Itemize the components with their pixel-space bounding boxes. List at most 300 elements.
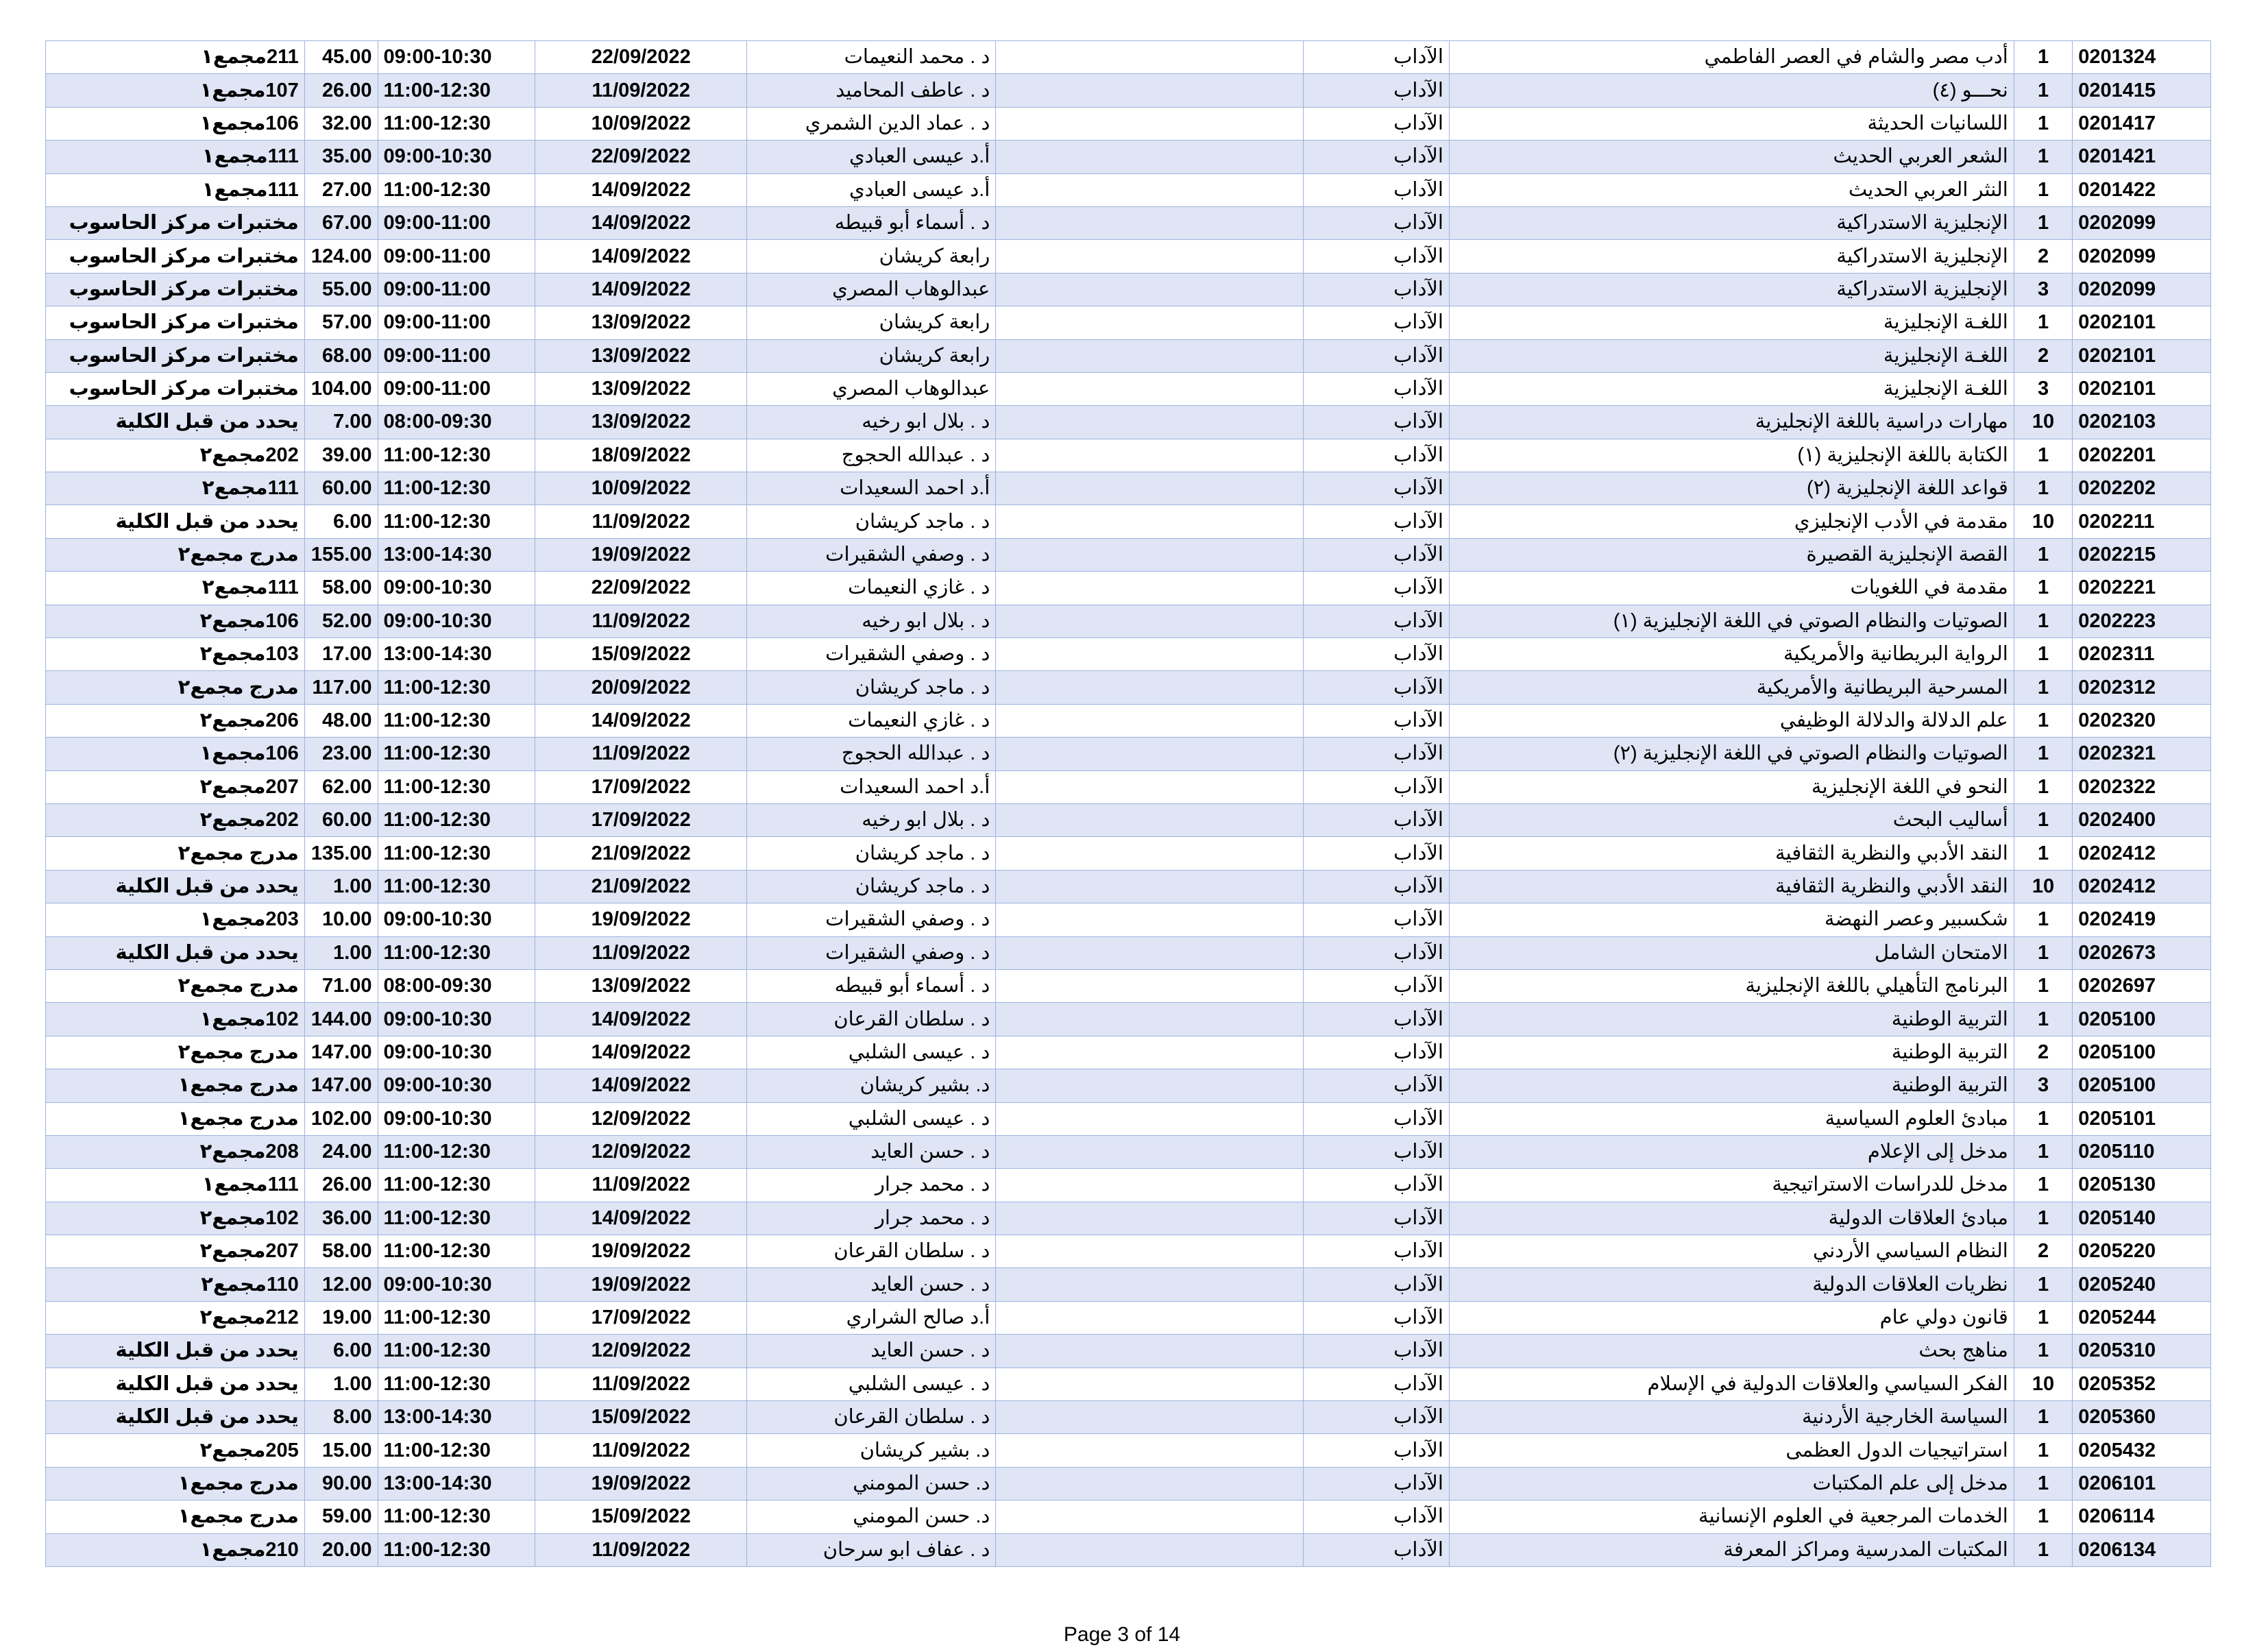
student-count-cell: 24.00	[304, 1135, 378, 1168]
course-name-cell: علم الدلالة والدلالة الوظيفي	[1449, 704, 2014, 737]
section-cell: 3	[2014, 1069, 2072, 1102]
empty-cell	[996, 240, 1303, 273]
student-count-cell: 59.00	[304, 1501, 378, 1533]
faculty-cell: الآداب	[1303, 472, 1449, 505]
course-code-cell: 0201415	[2073, 74, 2211, 107]
exam-date-cell: 17/09/2022	[535, 1301, 746, 1334]
faculty-cell: الآداب	[1303, 406, 1449, 439]
course-name-cell: مبادئ العلاقات الدولية	[1449, 1202, 2014, 1235]
room-cell: 202مجمع٢	[46, 803, 305, 836]
exam-date-cell: 13/09/2022	[535, 406, 746, 439]
empty-cell	[996, 671, 1303, 704]
exam-date-cell: 11/09/2022	[535, 605, 746, 637]
course-code-cell: 0202673	[2073, 936, 2211, 969]
table-row	[46, 74, 2211, 107]
room-cell: 207مجمع٢	[46, 770, 305, 803]
exam-time-cell: 09:00-10:30	[378, 41, 535, 74]
student-count-cell: 102.00	[304, 1102, 378, 1135]
table-row	[46, 969, 2211, 1002]
empty-cell	[996, 1202, 1303, 1235]
empty-cell	[996, 1533, 1303, 1566]
faculty-cell: الآداب	[1303, 969, 1449, 1002]
instructor-cell: د . عاطف المحاميد	[747, 74, 996, 107]
faculty-cell: الآداب	[1303, 1434, 1449, 1467]
course-code-cell: 0202103	[2073, 406, 2211, 439]
course-name-cell: الإنجليزية الاستدراكية	[1449, 273, 2014, 306]
faculty-cell: الآداب	[1303, 1533, 1449, 1566]
table-row	[46, 1169, 2211, 1202]
room-cell: يحدد من قبل الكلية	[46, 1401, 305, 1434]
room-cell: مدرج مجمع١	[46, 1467, 305, 1500]
room-cell: يحدد من قبل الكلية	[46, 1368, 305, 1400]
section-cell: 1	[2014, 1401, 2072, 1434]
exam-time-cell: 11:00-12:30	[378, 837, 535, 870]
room-cell: مدرج مجمع١	[46, 1102, 305, 1135]
room-cell: 212مجمع٢	[46, 1301, 305, 1334]
section-cell: 1	[2014, 638, 2072, 671]
course-code-cell: 0202311	[2073, 638, 2211, 671]
room-cell: 210مجمع١	[46, 1533, 305, 1566]
student-count-cell: 147.00	[304, 1069, 378, 1102]
exam-time-cell: 11:00-12:30	[378, 803, 535, 836]
course-code-cell: 0201421	[2073, 141, 2211, 173]
student-count-cell: 36.00	[304, 1202, 378, 1235]
instructor-cell: د . حسن العايد	[747, 1135, 996, 1168]
exam-time-cell: 09:00-10:30	[378, 141, 535, 173]
faculty-cell: الآداب	[1303, 74, 1449, 107]
table-row	[46, 1036, 2211, 1069]
room-cell: 208مجمع٢	[46, 1135, 305, 1168]
student-count-cell: 12.00	[304, 1268, 378, 1301]
course-code-cell: 0205220	[2073, 1235, 2211, 1268]
exam-time-cell: 09:00-10:30	[378, 1003, 535, 1036]
course-code-cell: 0205100	[2073, 1003, 2211, 1036]
table-row	[46, 572, 2211, 605]
room-cell: مدرج مجمع٢	[46, 538, 305, 571]
student-count-cell: 26.00	[304, 74, 378, 107]
student-count-cell: 60.00	[304, 472, 378, 505]
empty-cell	[996, 1301, 1303, 1334]
table-row	[46, 1102, 2211, 1135]
empty-cell	[996, 1102, 1303, 1135]
course-code-cell: 0201324	[2073, 41, 2211, 74]
faculty-cell: الآداب	[1303, 837, 1449, 870]
instructor-cell: د . سلطان القرعان	[747, 1401, 996, 1434]
table-row	[46, 505, 2211, 538]
faculty-cell: الآداب	[1303, 1467, 1449, 1500]
student-count-cell: 19.00	[304, 1301, 378, 1334]
course-name-cell: قواعد اللغة الإنجليزية (٢)	[1449, 472, 2014, 505]
instructor-cell: د . أسماء أبو قبيطه	[747, 206, 996, 239]
exam-time-cell: 11:00-12:30	[378, 439, 535, 472]
empty-cell	[996, 173, 1303, 206]
empty-cell	[996, 738, 1303, 770]
section-cell: 3	[2014, 372, 2072, 405]
course-code-cell: 0202202	[2073, 472, 2211, 505]
instructor-cell: عبدالوهاب المصري	[747, 372, 996, 405]
exam-time-cell: 11:00-12:30	[378, 1202, 535, 1235]
course-name-cell: اللغـة الإنجليزية	[1449, 372, 2014, 405]
student-count-cell: 35.00	[304, 141, 378, 173]
section-cell: 1	[2014, 1434, 2072, 1467]
empty-cell	[996, 837, 1303, 870]
course-name-cell: الخدمات المرجعية في العلوم الإنسانية	[1449, 1501, 2014, 1533]
student-count-cell: 52.00	[304, 605, 378, 637]
section-cell: 1	[2014, 1135, 2072, 1168]
course-name-cell: الإنجليزية الاستدراكية	[1449, 206, 2014, 239]
course-code-cell: 0202101	[2073, 372, 2211, 405]
empty-cell	[996, 1169, 1303, 1202]
table-row	[46, 372, 2211, 405]
section-cell: 1	[2014, 306, 2072, 339]
exam-date-cell: 14/09/2022	[535, 1003, 746, 1036]
exam-time-cell: 09:00-10:30	[378, 605, 535, 637]
course-name-cell: مقدمة في الأدب الإنجليزي	[1449, 505, 2014, 538]
section-cell: 2	[2014, 1235, 2072, 1268]
exam-time-cell: 11:00-12:30	[378, 173, 535, 206]
empty-cell	[996, 803, 1303, 836]
course-name-cell: البرنامج التأهيلي باللغة الإنجليزية	[1449, 969, 2014, 1002]
student-count-cell: 6.00	[304, 1335, 378, 1368]
instructor-cell: د . وصفي الشقيرات	[747, 903, 996, 936]
instructor-cell: د. بشير كريشان	[747, 1434, 996, 1467]
course-name-cell: المسرحية البريطانية والأمريكية	[1449, 671, 2014, 704]
table-row	[46, 1202, 2211, 1235]
exam-date-cell: 10/09/2022	[535, 472, 746, 505]
exam-date-cell: 12/09/2022	[535, 1135, 746, 1168]
table-row	[46, 704, 2211, 737]
faculty-cell: الآداب	[1303, 1235, 1449, 1268]
table-row	[46, 1368, 2211, 1400]
student-count-cell: 62.00	[304, 770, 378, 803]
empty-cell	[996, 1401, 1303, 1434]
exam-date-cell: 18/09/2022	[535, 439, 746, 472]
faculty-cell: الآداب	[1303, 1003, 1449, 1036]
exam-date-cell: 22/09/2022	[535, 572, 746, 605]
empty-cell	[996, 870, 1303, 903]
exam-date-cell: 14/09/2022	[535, 704, 746, 737]
faculty-cell: الآداب	[1303, 1102, 1449, 1135]
room-cell: 202مجمع٢	[46, 439, 305, 472]
instructor-cell: د . بلال ابو رخيه	[747, 605, 996, 637]
course-name-cell: اللغـة الإنجليزية	[1449, 339, 2014, 372]
instructor-cell: د . عماد الدين الشمري	[747, 107, 996, 140]
instructor-cell: د . سلطان القرعان	[747, 1235, 996, 1268]
exam-date-cell: 14/09/2022	[535, 173, 746, 206]
faculty-cell: الآداب	[1303, 1069, 1449, 1102]
section-cell: 1	[2014, 1169, 2072, 1202]
course-code-cell: 0202211	[2073, 505, 2211, 538]
course-code-cell: 0205110	[2073, 1135, 2211, 1168]
student-count-cell: 135.00	[304, 837, 378, 870]
student-count-cell: 39.00	[304, 439, 378, 472]
instructor-cell: د . وصفي الشقيرات	[747, 538, 996, 571]
room-cell: يحدد من قبل الكلية	[46, 870, 305, 903]
course-code-cell: 0202320	[2073, 704, 2211, 737]
course-code-cell: 0205101	[2073, 1102, 2211, 1135]
table-row	[46, 903, 2211, 936]
instructor-cell: د . عيسى الشلبي	[747, 1368, 996, 1400]
faculty-cell: الآداب	[1303, 936, 1449, 969]
course-name-cell: مدخل إلى علم المكتبات	[1449, 1467, 2014, 1500]
exam-time-cell: 09:00-10:30	[378, 1069, 535, 1102]
instructor-cell: د . عفاف ابو سرحان	[747, 1533, 996, 1566]
empty-cell	[996, 572, 1303, 605]
table-row	[46, 1501, 2211, 1533]
instructor-cell: د . ماجد كريشان	[747, 870, 996, 903]
exam-date-cell: 15/09/2022	[535, 638, 746, 671]
section-cell: 1	[2014, 1335, 2072, 1368]
instructor-cell: د . ماجد كريشان	[747, 505, 996, 538]
instructor-cell: أ.د احمد السعيدات	[747, 770, 996, 803]
student-count-cell: 7.00	[304, 406, 378, 439]
room-cell: 111مجمع١	[46, 141, 305, 173]
empty-cell	[996, 903, 1303, 936]
exam-date-cell: 14/09/2022	[535, 273, 746, 306]
table-row	[46, 1268, 2211, 1301]
empty-cell	[996, 1368, 1303, 1400]
student-count-cell: 20.00	[304, 1533, 378, 1566]
empty-cell	[996, 770, 1303, 803]
instructor-cell: د . وصفي الشقيرات	[747, 936, 996, 969]
empty-cell	[996, 141, 1303, 173]
instructor-cell: د . محمد جرار	[747, 1202, 996, 1235]
room-cell: يحدد من قبل الكلية	[46, 406, 305, 439]
section-cell: 1	[2014, 107, 2072, 140]
instructor-cell: رابعة كريشان	[747, 339, 996, 372]
room-cell: 203مجمع١	[46, 903, 305, 936]
course-code-cell: 0206114	[2073, 1501, 2211, 1533]
exam-date-cell: 22/09/2022	[535, 41, 746, 74]
instructor-cell: د . محمد جرار	[747, 1169, 996, 1202]
exam-time-cell: 11:00-12:30	[378, 738, 535, 770]
exam-time-cell: 09:00-10:30	[378, 903, 535, 936]
faculty-cell: الآداب	[1303, 306, 1449, 339]
table-row	[46, 1135, 2211, 1168]
exam-date-cell: 11/09/2022	[535, 1434, 746, 1467]
exam-time-cell: 13:00-14:30	[378, 638, 535, 671]
course-name-cell: مقدمة في اللغويات	[1449, 572, 2014, 605]
empty-cell	[996, 439, 1303, 472]
course-name-cell: مدخل إلى الإعلام	[1449, 1135, 2014, 1168]
room-cell: مختبرات مركز الحاسوب	[46, 240, 305, 273]
table-row	[46, 538, 2211, 571]
table-row	[46, 671, 2211, 704]
student-count-cell: 58.00	[304, 572, 378, 605]
section-cell: 1	[2014, 671, 2072, 704]
exam-date-cell: 14/09/2022	[535, 240, 746, 273]
course-code-cell: 0205240	[2073, 1268, 2211, 1301]
empty-cell	[996, 406, 1303, 439]
exam-date-cell: 12/09/2022	[535, 1102, 746, 1135]
exam-date-cell: 13/09/2022	[535, 372, 746, 405]
instructor-cell: د . عبدالله الحجوج	[747, 439, 996, 472]
exam-date-cell: 10/09/2022	[535, 107, 746, 140]
course-code-cell: 0202099	[2073, 240, 2211, 273]
course-code-cell: 0201417	[2073, 107, 2211, 140]
instructor-cell: د . غازي النعيمات	[747, 572, 996, 605]
faculty-cell: الآداب	[1303, 1368, 1449, 1400]
exam-date-cell: 19/09/2022	[535, 1268, 746, 1301]
section-cell: 1	[2014, 141, 2072, 173]
table-row	[46, 1401, 2211, 1434]
room-cell: 211مجمع١	[46, 41, 305, 74]
student-count-cell: 6.00	[304, 505, 378, 538]
course-code-cell: 0205100	[2073, 1069, 2211, 1102]
room-cell: 206مجمع٢	[46, 704, 305, 737]
exam-date-cell: 19/09/2022	[535, 903, 746, 936]
empty-cell	[996, 306, 1303, 339]
exam-date-cell: 14/09/2022	[535, 1036, 746, 1069]
table-row	[46, 638, 2211, 671]
table-row	[46, 107, 2211, 140]
course-name-cell: التربية الوطنية	[1449, 1036, 2014, 1069]
empty-cell	[996, 1135, 1303, 1168]
section-cell: 1	[2014, 903, 2072, 936]
course-name-cell: التربية الوطنية	[1449, 1069, 2014, 1102]
course-name-cell: الصوتيات والنظام الصوتي في اللغة الإنجليزية (٢)	[1449, 738, 2014, 770]
table-row	[46, 206, 2211, 239]
instructor-cell: د . ماجد كريشان	[747, 837, 996, 870]
student-count-cell: 17.00	[304, 638, 378, 671]
room-cell: 103مجمع٢	[46, 638, 305, 671]
student-count-cell: 45.00	[304, 41, 378, 74]
instructor-cell: عبدالوهاب المصري	[747, 273, 996, 306]
instructor-cell: د . حسن العايد	[747, 1335, 996, 1368]
exam-time-cell: 11:00-12:30	[378, 1335, 535, 1368]
section-cell: 1	[2014, 206, 2072, 239]
faculty-cell: الآداب	[1303, 1135, 1449, 1168]
exam-time-cell: 11:00-12:30	[378, 472, 535, 505]
student-count-cell: 124.00	[304, 240, 378, 273]
course-name-cell: الفكر السياسي والعلاقات الدولية في الإسلام	[1449, 1368, 2014, 1400]
student-count-cell: 32.00	[304, 107, 378, 140]
instructor-cell: د . بلال ابو رخيه	[747, 803, 996, 836]
course-code-cell: 0201422	[2073, 173, 2211, 206]
instructor-cell: د . عيسى الشلبي	[747, 1036, 996, 1069]
faculty-cell: الآداب	[1303, 173, 1449, 206]
faculty-cell: الآداب	[1303, 903, 1449, 936]
table-row	[46, 803, 2211, 836]
instructor-cell: د. حسن المومني	[747, 1501, 996, 1533]
empty-cell	[996, 538, 1303, 571]
faculty-cell: الآداب	[1303, 505, 1449, 538]
exam-date-cell: 13/09/2022	[535, 306, 746, 339]
exam-date-cell: 11/09/2022	[535, 1533, 746, 1566]
table-row	[46, 141, 2211, 173]
exam-date-cell: 19/09/2022	[535, 1467, 746, 1500]
room-cell: 111مجمع٢	[46, 572, 305, 605]
section-cell: 1	[2014, 605, 2072, 637]
course-code-cell: 0202215	[2073, 538, 2211, 571]
course-name-cell: الشعر العربي الحديث	[1449, 141, 2014, 173]
empty-cell	[996, 1335, 1303, 1368]
course-name-cell: قانون دولي عام	[1449, 1301, 2014, 1334]
section-cell: 1	[2014, 439, 2072, 472]
exam-date-cell: 11/09/2022	[535, 74, 746, 107]
exam-date-cell: 12/09/2022	[535, 1335, 746, 1368]
student-count-cell: 68.00	[304, 339, 378, 372]
table-row	[46, 273, 2211, 306]
room-cell: مدرج مجمع٢	[46, 837, 305, 870]
exam-date-cell: 21/09/2022	[535, 837, 746, 870]
empty-cell	[996, 273, 1303, 306]
exam-time-cell: 11:00-12:30	[378, 1169, 535, 1202]
exam-time-cell: 08:00-09:30	[378, 969, 535, 1002]
empty-cell	[996, 969, 1303, 1002]
faculty-cell: الآداب	[1303, 141, 1449, 173]
course-name-cell: مهارات دراسية باللغة الإنجليزية	[1449, 406, 2014, 439]
exam-time-cell: 09:00-10:30	[378, 1036, 535, 1069]
exam-time-cell: 08:00-09:30	[378, 406, 535, 439]
empty-cell	[996, 107, 1303, 140]
instructor-cell: د . أسماء أبو قبيطه	[747, 969, 996, 1002]
course-code-cell: 0205432	[2073, 1434, 2211, 1467]
table-row	[46, 439, 2211, 472]
empty-cell	[996, 1501, 1303, 1533]
course-name-cell: أساليب البحث	[1449, 803, 2014, 836]
empty-cell	[996, 505, 1303, 538]
student-count-cell: 23.00	[304, 738, 378, 770]
instructor-cell: د . عيسى الشلبي	[747, 1102, 996, 1135]
room-cell: مختبرات مركز الحاسوب	[46, 372, 305, 405]
room-cell: مختبرات مركز الحاسوب	[46, 273, 305, 306]
section-cell: 1	[2014, 1467, 2072, 1500]
table-row	[46, 41, 2211, 74]
course-name-cell: النقد الأدبي والنظرية الثقافية	[1449, 837, 2014, 870]
exam-time-cell: 09:00-11:00	[378, 273, 535, 306]
page-number: Page 3 of 14	[1063, 1623, 1181, 1646]
empty-cell	[996, 372, 1303, 405]
empty-cell	[996, 74, 1303, 107]
exam-time-cell: 11:00-12:30	[378, 107, 535, 140]
section-cell: 1	[2014, 74, 2072, 107]
empty-cell	[996, 1069, 1303, 1102]
exam-time-cell: 11:00-12:30	[378, 671, 535, 704]
course-name-cell: الكتابة باللغة الإنجليزية (١)	[1449, 439, 2014, 472]
room-cell: مدرج مجمع٢	[46, 671, 305, 704]
faculty-cell: الآداب	[1303, 704, 1449, 737]
course-name-cell: التربية الوطنية	[1449, 1003, 2014, 1036]
course-code-cell: 0202099	[2073, 273, 2211, 306]
instructor-cell: د . بلال ابو رخيه	[747, 406, 996, 439]
exam-date-cell: 11/09/2022	[535, 936, 746, 969]
exam-date-cell: 14/09/2022	[535, 206, 746, 239]
section-cell: 1	[2014, 936, 2072, 969]
exam-date-cell: 20/09/2022	[535, 671, 746, 704]
exam-time-cell: 13:00-14:30	[378, 1401, 535, 1434]
student-count-cell: 1.00	[304, 936, 378, 969]
section-cell: 10	[2014, 1368, 2072, 1400]
faculty-cell: الآداب	[1303, 372, 1449, 405]
empty-cell	[996, 605, 1303, 637]
empty-cell	[996, 1235, 1303, 1268]
section-cell: 2	[2014, 339, 2072, 372]
table-row	[46, 240, 2211, 273]
instructor-cell: د . عبدالله الحجوج	[747, 738, 996, 770]
exam-date-cell: 17/09/2022	[535, 803, 746, 836]
section-cell: 1	[2014, 770, 2072, 803]
exam-date-cell: 13/09/2022	[535, 969, 746, 1002]
faculty-cell: الآداب	[1303, 1401, 1449, 1434]
section-cell: 10	[2014, 870, 2072, 903]
exam-date-cell: 14/09/2022	[535, 1069, 746, 1102]
table-row	[46, 1301, 2211, 1334]
faculty-cell: الآداب	[1303, 605, 1449, 637]
section-cell: 1	[2014, 803, 2072, 836]
faculty-cell: الآداب	[1303, 1268, 1449, 1301]
room-cell: مختبرات مركز الحاسوب	[46, 206, 305, 239]
